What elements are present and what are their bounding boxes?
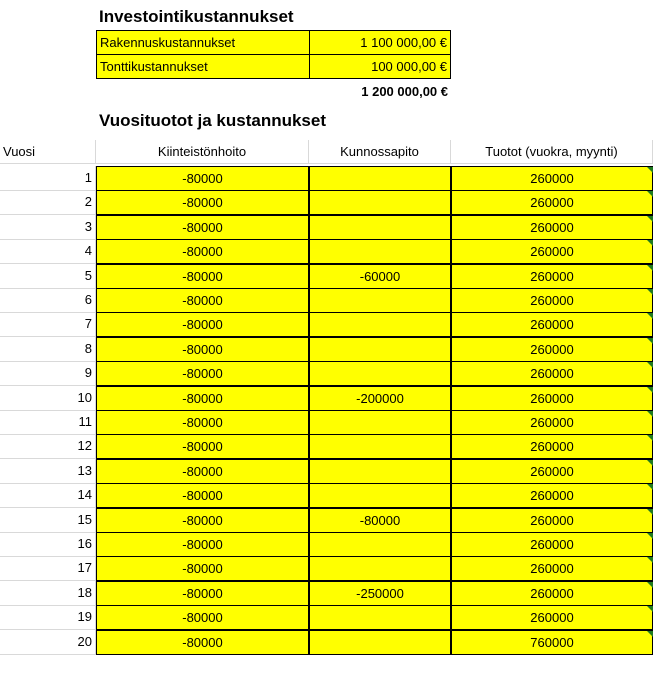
error-indicator-icon: [647, 509, 653, 515]
cell-income[interactable]: 260000: [451, 337, 653, 362]
cell-income[interactable]: 260000: [451, 312, 653, 337]
cell-maintenance[interactable]: -80000: [96, 239, 309, 264]
cell-income[interactable]: 260000: [451, 581, 653, 606]
cell-maintenance[interactable]: -80000: [96, 337, 309, 362]
cell-repair[interactable]: [309, 190, 451, 215]
header-income[interactable]: Tuotot (vuokra, myynti): [451, 140, 653, 164]
cell-year[interactable]: 7: [0, 312, 96, 337]
cell-income[interactable]: 260000: [451, 483, 653, 508]
cell-repair[interactable]: [309, 483, 451, 508]
cell-maintenance[interactable]: -80000: [96, 459, 309, 484]
error-indicator-icon: [647, 557, 653, 563]
cell-year[interactable]: 20: [0, 630, 96, 655]
cell-income[interactable]: 260000: [451, 556, 653, 581]
cell-repair[interactable]: [309, 239, 451, 264]
cell-maintenance[interactable]: -80000: [96, 556, 309, 581]
cell-income[interactable]: 260000: [451, 410, 653, 435]
error-indicator-icon: [647, 191, 653, 197]
cell-year[interactable]: 17: [0, 556, 96, 581]
error-indicator-icon: [647, 313, 653, 319]
error-indicator-icon: [647, 411, 653, 417]
cell-year[interactable]: 19: [0, 605, 96, 630]
cell-maintenance[interactable]: -80000: [96, 532, 309, 557]
cell-maintenance[interactable]: -80000: [96, 361, 309, 386]
cell-repair[interactable]: [309, 556, 451, 581]
investment-row-label[interactable]: Rakennuskustannukset: [96, 30, 310, 55]
cell-income[interactable]: 260000: [451, 288, 653, 313]
cell-maintenance[interactable]: -80000: [96, 215, 309, 240]
cell-repair[interactable]: -80000: [309, 508, 451, 533]
cell-repair[interactable]: [309, 166, 451, 191]
cell-income[interactable]: 260000: [451, 264, 653, 289]
cell-year[interactable]: 13: [0, 459, 96, 484]
investment-title[interactable]: Investointikustannukset: [99, 7, 294, 26]
cell-income[interactable]: 260000: [451, 459, 653, 484]
cell-income[interactable]: 260000: [451, 532, 653, 557]
error-indicator-icon: [647, 240, 653, 246]
cell-year[interactable]: 3: [0, 215, 96, 240]
annual-title[interactable]: Vuosituotot ja kustannukset: [99, 111, 327, 130]
investment-row-value[interactable]: 1 100 000,00 €: [309, 30, 451, 55]
cell-maintenance[interactable]: -80000: [96, 630, 309, 655]
header-maintenance[interactable]: Kiinteistönhoito: [96, 140, 309, 164]
cell-income[interactable]: 260000: [451, 361, 653, 386]
header-repair[interactable]: Kunnossapito: [309, 140, 451, 164]
cell-year[interactable]: 15: [0, 508, 96, 533]
cell-repair[interactable]: -200000: [309, 386, 451, 411]
error-indicator-icon: [647, 631, 653, 637]
error-indicator-icon: [647, 362, 653, 368]
error-indicator-icon: [647, 460, 653, 466]
cell-year[interactable]: 8: [0, 337, 96, 362]
cell-maintenance[interactable]: -80000: [96, 581, 309, 606]
cell-repair[interactable]: [309, 434, 451, 459]
cell-year[interactable]: 11: [0, 410, 96, 435]
error-indicator-icon: [647, 289, 653, 295]
error-indicator-icon: [647, 484, 653, 490]
cell-year[interactable]: 14: [0, 483, 96, 508]
cell-repair[interactable]: [309, 288, 451, 313]
cell-year[interactable]: 6: [0, 288, 96, 313]
error-indicator-icon: [647, 435, 653, 441]
cell-repair[interactable]: [309, 532, 451, 557]
error-indicator-icon: [647, 582, 653, 588]
cell-maintenance[interactable]: -80000: [96, 264, 309, 289]
cell-year[interactable]: 10: [0, 386, 96, 411]
cell-year[interactable]: 1: [0, 166, 96, 191]
cell-repair[interactable]: [309, 215, 451, 240]
cell-maintenance[interactable]: -80000: [96, 508, 309, 533]
investment-row-value[interactable]: 100 000,00 €: [309, 54, 451, 79]
cell-repair[interactable]: [309, 312, 451, 337]
error-indicator-icon: [647, 387, 653, 393]
cell-maintenance[interactable]: -80000: [96, 288, 309, 313]
cell-income[interactable]: 260000: [451, 508, 653, 533]
error-indicator-icon: [647, 533, 653, 539]
error-indicator-icon: [647, 606, 653, 612]
cell-income[interactable]: 260000: [451, 190, 653, 215]
cell-income[interactable]: 260000: [451, 386, 653, 411]
cell-year[interactable]: 18: [0, 581, 96, 606]
cell-repair[interactable]: [309, 459, 451, 484]
cell-year[interactable]: 2: [0, 190, 96, 215]
error-indicator-icon: [647, 167, 653, 173]
cell-year[interactable]: 4: [0, 239, 96, 264]
investment-total[interactable]: 1 200 000,00 €: [361, 84, 448, 99]
cell-maintenance[interactable]: -80000: [96, 483, 309, 508]
cell-maintenance[interactable]: -80000: [96, 166, 309, 191]
investment-row-label[interactable]: Tonttikustannukset: [96, 54, 310, 79]
cell-maintenance[interactable]: -80000: [96, 386, 309, 411]
error-indicator-icon: [647, 265, 653, 271]
cell-repair[interactable]: [309, 410, 451, 435]
cell-income[interactable]: 260000: [451, 215, 653, 240]
cell-income[interactable]: 260000: [451, 434, 653, 459]
cell-maintenance[interactable]: -80000: [96, 190, 309, 215]
cell-repair[interactable]: [309, 630, 451, 655]
cell-repair[interactable]: [309, 337, 451, 362]
cell-year[interactable]: 16: [0, 532, 96, 557]
cell-income[interactable]: 260000: [451, 166, 653, 191]
cell-income[interactable]: 260000: [451, 239, 653, 264]
cell-year[interactable]: 5: [0, 264, 96, 289]
cell-repair[interactable]: [309, 361, 451, 386]
cell-maintenance[interactable]: -80000: [96, 605, 309, 630]
error-indicator-icon: [647, 216, 653, 222]
cell-maintenance[interactable]: -80000: [96, 312, 309, 337]
error-indicator-icon: [647, 338, 653, 344]
cell-repair[interactable]: -60000: [309, 264, 451, 289]
cell-income[interactable]: 760000: [451, 630, 653, 655]
cell-income[interactable]: 260000: [451, 605, 653, 630]
cell-repair[interactable]: [309, 605, 451, 630]
cell-year[interactable]: 12: [0, 434, 96, 459]
cell-repair[interactable]: -250000: [309, 581, 451, 606]
cell-maintenance[interactable]: -80000: [96, 410, 309, 435]
header-year[interactable]: Vuosi: [0, 140, 96, 164]
cell-maintenance[interactable]: -80000: [96, 434, 309, 459]
cell-year[interactable]: 9: [0, 361, 96, 386]
